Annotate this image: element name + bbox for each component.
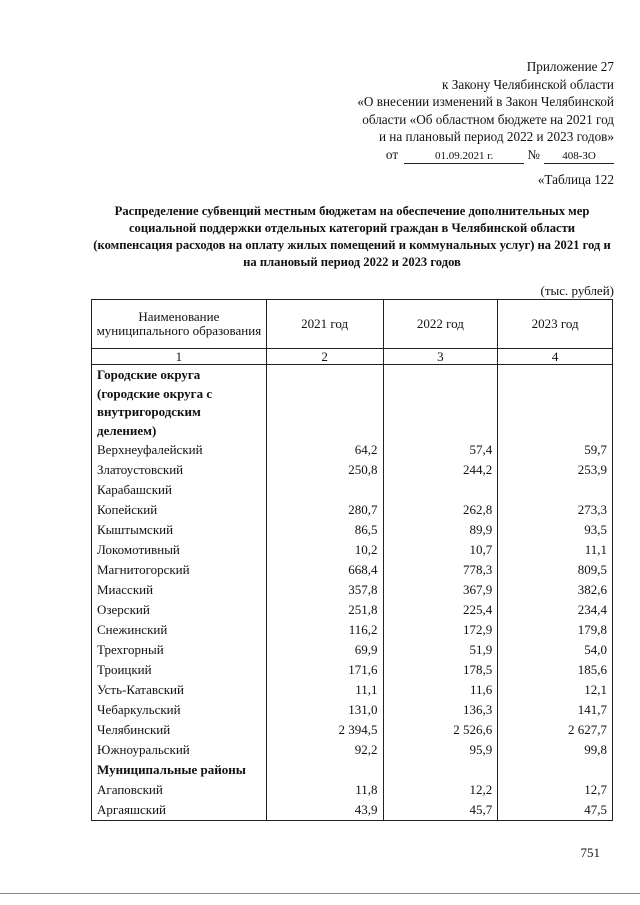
amount-cell: 185,6 — [498, 660, 613, 680]
law-date-number — [357, 146, 614, 164]
amount-cell: 12,1 — [498, 680, 613, 700]
appendix-header — [357, 58, 614, 164]
amount-cell: 89,9 — [383, 520, 498, 540]
table-row — [92, 520, 613, 540]
units-label: (тыс. рублей) — [540, 283, 614, 298]
header-2022: 2022 год — [383, 300, 498, 349]
amount-cell: 11,6 — [383, 680, 498, 700]
amount-cell: 367,9 — [383, 580, 498, 600]
table-row — [92, 720, 613, 740]
law-number: 408-ЗО — [544, 150, 614, 164]
amount-cell: 250,8 — [266, 460, 383, 480]
amount-cell: 11,1 — [498, 540, 613, 560]
page-number: 751 — [580, 845, 600, 860]
municipality-name: Трехгорный — [92, 640, 267, 660]
amount-cell: 809,5 — [498, 560, 613, 580]
table-label: «Таблица 122 — [537, 172, 614, 187]
municipality-name: Троицкий — [92, 660, 267, 680]
table-row — [92, 640, 613, 660]
amount-cell: 273,3 — [498, 500, 613, 520]
amount-cell — [498, 480, 613, 500]
amount-cell: 179,8 — [498, 620, 613, 640]
col-number: 3 — [383, 349, 498, 365]
amount-cell: 10,2 — [266, 540, 383, 560]
table-row — [92, 740, 613, 760]
amount-cell: 12,2 — [383, 780, 498, 800]
municipality-name: Верхнеуфалейский — [92, 440, 267, 460]
municipality-name: Чебаркульский — [92, 700, 267, 720]
amount-cell: 10,7 — [383, 540, 498, 560]
amount-cell: 136,3 — [383, 700, 498, 720]
municipality-name: Снежинский — [92, 620, 267, 640]
amount-cell: 668,4 — [266, 560, 383, 580]
table-row — [92, 780, 613, 800]
appendix-line: и на плановый период 2022 и 2023 годов» — [378, 129, 614, 145]
document-title: Распределение субвенций местным бюджетам на обеспечение дополнительных мер социальной поддержки отдельных категорий граждан в Челябинской области (компенсация расходов на оплату жилых помещений и коммунальных услуг) на 2021 год и на плановый период 2022 и 2023 годов — [93, 204, 611, 269]
municipality-name: Кыштымский — [92, 520, 267, 540]
table-row — [92, 440, 613, 460]
municipality-name: Карабашский — [92, 480, 267, 500]
amount-cell: 95,9 — [383, 740, 498, 760]
amount-cell: 2 627,7 — [498, 720, 613, 740]
section-heading: Муниципальные районы — [92, 760, 267, 780]
amount-cell: 93,5 — [498, 520, 613, 540]
header-2021: 2021 год — [266, 300, 383, 349]
number-label: № — [527, 146, 540, 162]
appendix-line: области «Об областном бюджете на 2021 год — [362, 111, 614, 127]
municipality-name: Агаповский — [92, 780, 267, 800]
amount-cell: 99,8 — [498, 740, 613, 760]
table-row — [92, 680, 613, 700]
amount-cell: 244,2 — [383, 460, 498, 480]
amount-cell: 234,4 — [498, 600, 613, 620]
col-number: 2 — [266, 349, 383, 365]
appendix-line: Приложение 27 — [526, 59, 614, 74]
amount-cell: 171,6 — [266, 660, 383, 680]
subventions-table — [91, 299, 613, 821]
municipality-name: Магнитогорский — [92, 560, 267, 580]
amount-cell: 64,2 — [266, 440, 383, 460]
amount-cell: 280,7 — [266, 500, 383, 520]
amount-cell: 382,6 — [498, 580, 613, 600]
amount-cell: 116,2 — [266, 620, 383, 640]
column-number-row — [92, 349, 613, 365]
amount-cell: 69,9 — [266, 640, 383, 660]
amount-cell: 43,9 — [266, 800, 383, 821]
col-number: 1 — [92, 349, 267, 365]
section-heading: Городские округа (городские округа с внутригородским делением) — [92, 365, 267, 441]
municipality-name: Миасский — [92, 580, 267, 600]
amount-cell: 11,8 — [266, 780, 383, 800]
table-row — [92, 500, 613, 520]
table-row — [92, 800, 613, 821]
header-2023: 2023 год — [498, 300, 613, 349]
table-row — [92, 580, 613, 600]
section-row — [92, 760, 613, 780]
amount-cell: 59,7 — [498, 440, 613, 460]
municipality-name: Озерский — [92, 600, 267, 620]
amount-cell: 253,9 — [498, 460, 613, 480]
table-row — [92, 620, 613, 640]
amount-cell: 262,8 — [383, 500, 498, 520]
table-row — [92, 560, 613, 580]
municipality-name: Локомотивный — [92, 540, 267, 560]
municipality-name: Аргаяшский — [92, 800, 267, 821]
municipality-name: Златоустовский — [92, 460, 267, 480]
amount-cell: 92,2 — [266, 740, 383, 760]
municipality-name: Южноуральский — [92, 740, 267, 760]
amount-cell: 131,0 — [266, 700, 383, 720]
municipality-name: Челябинский — [92, 720, 267, 740]
amount-cell: 47,5 — [498, 800, 613, 821]
table-row — [92, 600, 613, 620]
header-row — [92, 300, 613, 349]
amount-cell: 54,0 — [498, 640, 613, 660]
amount-cell — [383, 480, 498, 500]
page-bottom-rule — [0, 893, 640, 894]
section-row — [92, 365, 613, 441]
amount-cell: 2 394,5 — [266, 720, 383, 740]
amount-cell: 357,8 — [266, 580, 383, 600]
amount-cell: 45,7 — [383, 800, 498, 821]
table-row — [92, 660, 613, 680]
table-row — [92, 700, 613, 720]
amount-cell: 57,4 — [383, 440, 498, 460]
municipality-name: Копейский — [92, 500, 267, 520]
table-row — [92, 460, 613, 480]
amount-cell: 172,9 — [383, 620, 498, 640]
amount-cell: 2 526,6 — [383, 720, 498, 740]
law-date: 01.09.2021 г. — [404, 150, 524, 164]
appendix-line: «О внесении изменений в Закон Челябинской — [357, 94, 614, 110]
amount-cell: 251,8 — [266, 600, 383, 620]
amount-cell: 86,5 — [266, 520, 383, 540]
table-row — [92, 480, 613, 500]
amount-cell: 51,9 — [383, 640, 498, 660]
municipality-name: Усть-Катавский — [92, 680, 267, 700]
header-name: Наименование муниципального образования — [92, 300, 267, 349]
ot-label: от — [385, 146, 399, 162]
amount-cell: 11,1 — [266, 680, 383, 700]
col-number: 4 — [498, 349, 613, 365]
amount-cell: 12,7 — [498, 780, 613, 800]
amount-cell: 141,7 — [498, 700, 613, 720]
appendix-line: к Закону Челябинской области — [442, 76, 614, 92]
table-row — [92, 540, 613, 560]
amount-cell: 178,5 — [383, 660, 498, 680]
amount-cell: 225,4 — [383, 600, 498, 620]
amount-cell: 778,3 — [383, 560, 498, 580]
amount-cell — [266, 480, 383, 500]
